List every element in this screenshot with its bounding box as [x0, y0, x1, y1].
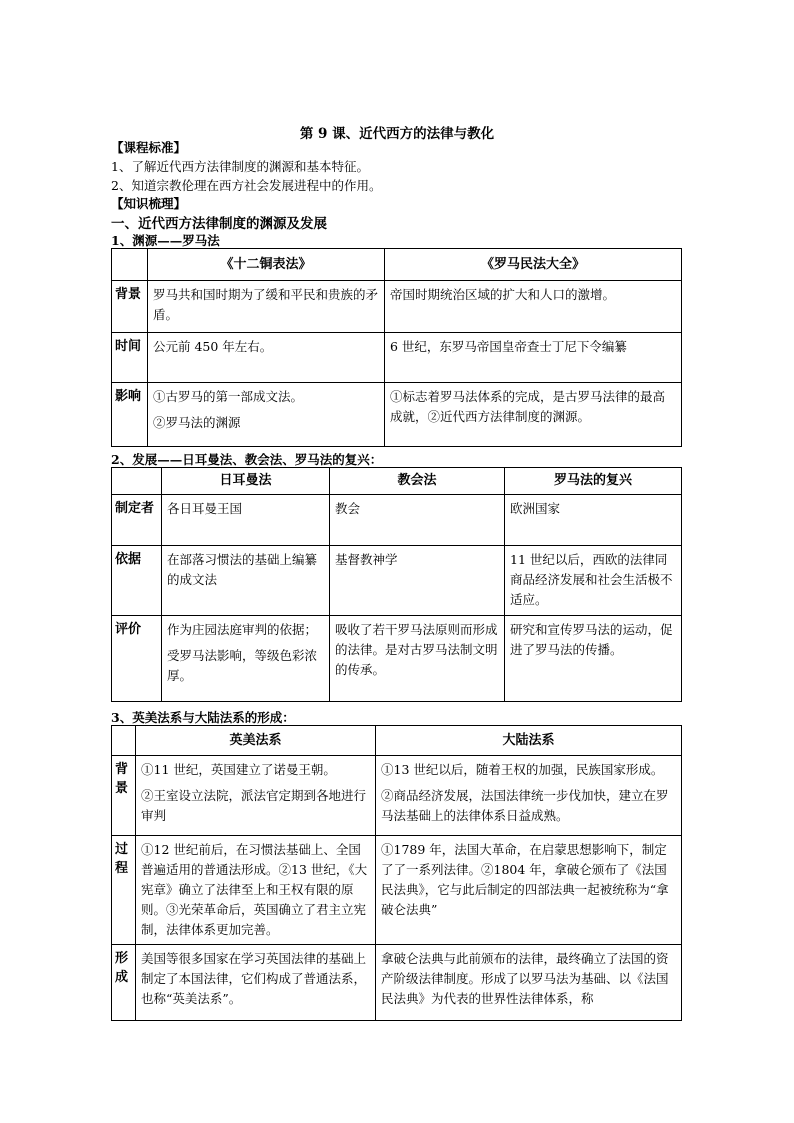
table-cell: [162, 546, 330, 616]
row-label: 依据: [112, 546, 162, 616]
cell-text: 罗马共和国时期为了缓和平民和贵族的矛盾。: [153, 287, 379, 322]
table-cell: [385, 281, 682, 333]
table-row: [112, 383, 682, 447]
cell-text: 帝国时期统治区域的扩大和人口的激增。: [390, 287, 616, 302]
course-standard-item-1: 1、了解近代西方法律制度的渊源和基本特征。: [111, 159, 369, 174]
cell-text: 基督教神学: [335, 552, 398, 567]
cell-text: 各日耳曼王国: [167, 501, 243, 516]
table-cell: [136, 756, 376, 836]
table-cell: [385, 333, 682, 383]
subsection-2-heading: 2、发展——日耳曼法、教会法、罗马法的复兴：: [111, 452, 383, 467]
table-cell: [376, 836, 682, 945]
table-cell: [505, 546, 682, 616]
header-empty: [112, 249, 148, 281]
table-cell: [385, 383, 682, 447]
section-1-heading: 一、近代西方法律制度的渊源及发展: [111, 216, 327, 232]
table-cell: [505, 616, 682, 702]
cell-text: ②商品经济发展，法国法律统一步伐加快，建立在罗马法基础上的法律体系日益成熟。: [381, 788, 669, 823]
header-cell: 《十二铜表法》: [148, 249, 385, 281]
header-empty: [112, 468, 162, 495]
cell-text: 拿破仑法典与此前颁布的法律，最终确立了法国的资产阶级法律制度。形成了以罗马法为基础、以《法国民法典》为代表的世界性法律体系，称: [381, 951, 669, 1006]
cell-text: ①1789 年，法国大革命，在启蒙思想影响下，制定了了一系列法律。②1804 年，拿破仑颁布了《法国民法典》，它与此后制定的四部法典一起被统称为“拿破仑法典”: [381, 842, 669, 917]
row-label: 影响: [112, 383, 148, 447]
row-label: 制定者: [112, 495, 162, 546]
subsection-3-heading: 3、英美法系与大陆法系的形成：: [111, 710, 295, 725]
table-row: [112, 546, 682, 616]
header-empty: [112, 726, 136, 756]
cell-text: 欧洲国家: [510, 501, 561, 516]
table-row: [112, 756, 682, 836]
cell-text: 在部落习惯法的基础上编纂的成文法: [167, 552, 318, 587]
cell-text: ②罗马法的渊源: [153, 415, 241, 430]
table-cell: [330, 495, 505, 546]
header-cell: 教会法: [330, 468, 505, 495]
table-cell: [505, 495, 682, 546]
table-cell: [376, 756, 682, 836]
table-header-row: [112, 468, 682, 495]
cell-text: 作为庄园法庭审判的依据；: [167, 622, 318, 637]
cell-text: 11 世纪以后，西欧的法律同商品经济发展和社会生活极不适应。: [510, 552, 673, 607]
cell-text: 公元前 450 年左右。: [153, 339, 273, 354]
row-label: 评价: [112, 616, 162, 702]
row-label: 时间: [112, 333, 148, 383]
cell-text: 研究和宣传罗马法的运动，促进了罗马法的传播。: [510, 622, 673, 657]
cell-text: ①古罗马的第一部成文法。: [153, 389, 304, 404]
law-development-table: [111, 467, 682, 702]
cell-text: 6 世纪，东罗马帝国皇帝查士丁尼下令编纂: [390, 339, 627, 354]
table-cell: [330, 546, 505, 616]
cell-text: ①12 世纪前后，在习惯法基础上、全国普遍适用的普通法形成。②13 世纪，《大宪章》确立了法律至上和王权有限的原则。③光荣革命后，英国确立了君主立宪制，法律体系更加完善。: [141, 842, 368, 937]
table-row: [112, 281, 682, 333]
table-cell: [136, 836, 376, 945]
header-cell: 《罗马民法大全》: [385, 249, 682, 281]
legal-systems-table: [111, 725, 682, 1021]
table-cell: [148, 383, 385, 447]
roman-law-table: [111, 248, 682, 447]
table-cell: [162, 616, 330, 702]
cell-text: 受罗马法影响，等级色彩浓厚。: [167, 648, 318, 683]
table-row: [112, 333, 682, 383]
header-cell: 英美法系: [136, 726, 376, 756]
row-label: 过程: [112, 836, 136, 945]
table-cell: [148, 333, 385, 383]
cell-text: ①标志着罗马法体系的完成，是古罗马法律的最高成就，②近代西方法律制度的渊源。: [390, 389, 666, 424]
table-cell: [376, 945, 682, 1021]
table-cell: [148, 281, 385, 333]
header-cell: 大陆法系: [376, 726, 682, 756]
table-header-row: [112, 726, 682, 756]
table-header-row: [112, 249, 682, 281]
row-label: 背景: [112, 281, 148, 333]
table-row: [112, 495, 682, 546]
course-standard-item-2: 2、知道宗教伦理在西方社会发展进程中的作用。: [111, 178, 382, 193]
cell-text: 美国等很多国家在学习英国法律的基础上制定了本国法律，它们构成了普通法系，也称“英美法系”。: [141, 951, 367, 1006]
table-row: [112, 945, 682, 1021]
table-cell: [162, 495, 330, 546]
cell-text: 吸收了若干罗马法原则而形成的法律。是对古罗马法制文明的传承。: [335, 622, 498, 677]
table-row: [112, 616, 682, 702]
cell-text: 教会: [335, 501, 361, 516]
table-cell: [136, 945, 376, 1021]
heading-course-standard: 【课程标准】: [111, 140, 187, 155]
header-cell: 罗马法的复兴: [505, 468, 682, 495]
row-label: 背景: [112, 756, 136, 836]
heading-knowledge: 【知识梳理】: [111, 196, 187, 211]
page-title: 第 9 课、近代西方的法律与教化: [299, 126, 495, 142]
header-cell: 日耳曼法: [162, 468, 330, 495]
cell-text: ①11 世纪，英国建立了诺曼王朝。: [141, 762, 336, 777]
table-row: [112, 836, 682, 945]
table-cell: [330, 616, 505, 702]
cell-text: ①13 世纪以后，随着王权的加强，民族国家形成。: [381, 762, 664, 777]
row-label: 形成: [112, 945, 136, 1021]
cell-text: ②王室设立法院，派法官定期到各地进行审判: [141, 788, 367, 823]
subsection-1-heading: 1、渊源——罗马法: [111, 233, 220, 248]
